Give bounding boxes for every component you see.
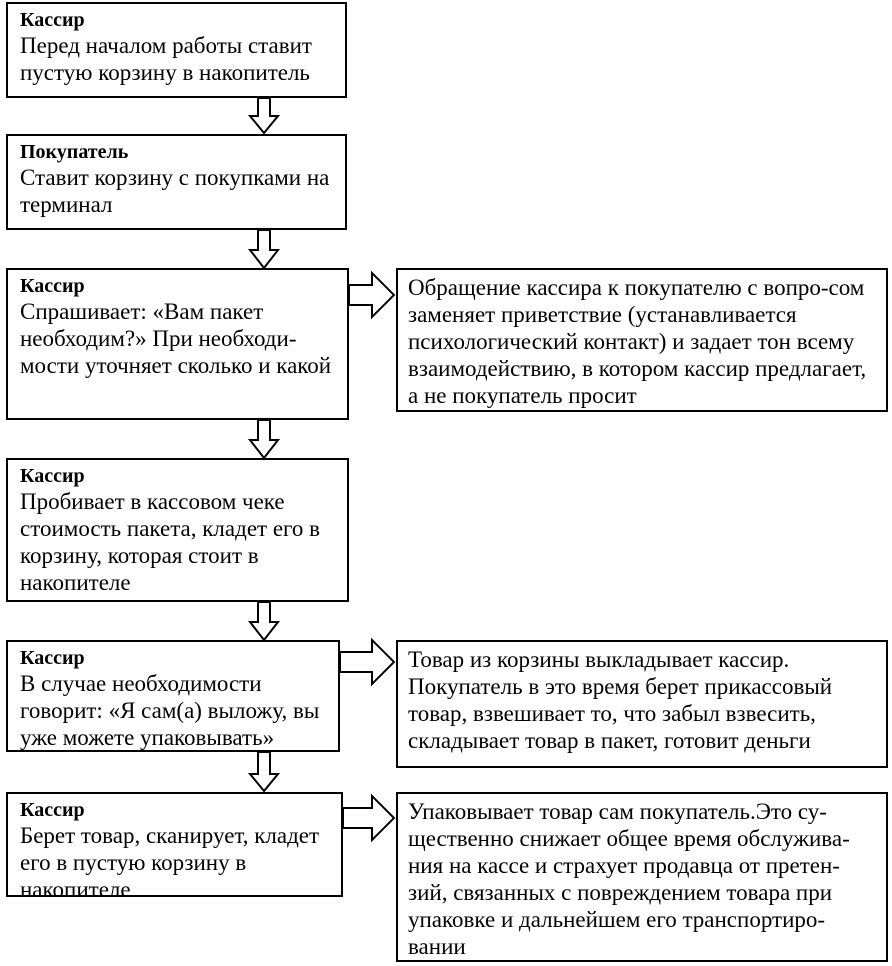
right-arrow-3 (343, 796, 394, 840)
step-3-role: Кассир (20, 275, 85, 297)
step-5-box (6, 640, 340, 752)
step-5-text: В случае необходимости говорит: «Я сам(а) выложу, вы уже можете упаковывать» (20, 671, 320, 750)
step-2-text: Ставит корзину с покупками на терминал (20, 165, 330, 217)
step-3-box (6, 268, 349, 420)
down-arrow-1 (250, 98, 278, 133)
step-4-box (6, 458, 349, 602)
step-1-role: Кассир (20, 9, 85, 31)
step-2-role: Покупатель (20, 141, 129, 163)
step-6-text: Берет товар, сканирует, кладет его в пустую корзину в накопителе (20, 823, 320, 902)
step-6-box (6, 792, 343, 902)
step-1-text: Перед началом работы ставит пустую корзину в накопитель (20, 33, 312, 85)
note-1-box: Обращение кассира к покупателю с вопро-сом заменяет приветствие (устанавливается психологический контакт) и задает тон всему взаимодействию, в котором кассир предлагает, а не покупатель просит (396, 268, 888, 412)
right-arrow-2 (340, 640, 394, 684)
step-3-text: Спрашивает: «Вам пакет необходим?» При необходи-мости уточняет сколько и какой (20, 299, 332, 378)
right-arrow-1 (349, 273, 394, 317)
down-arrow-4 (250, 602, 278, 640)
note-3-box: Упаковывает товар сам покупатель.Это су-щественно снижает общее время обслужива-ния на кассе и страхует продавца от претен-зий, связанных с повреждением товара при упаковке и дальнейшем его транспортиро-вании (396, 792, 888, 962)
step-6-role: Кассир (20, 799, 85, 821)
step-2-box (6, 134, 347, 230)
step-4-role: Кассир (20, 465, 85, 487)
step-4-text: Пробивает в кассовом чеке стоимость пакета, кладет его в корзину, которая стоит в накопителе (20, 489, 321, 595)
step-5-role: Кассир (20, 647, 85, 669)
note-2-box: Товар из корзины выкладывает кассир. Покупатель в это время берет прикассовый товар, взвешивает то, что забыл взвесить, складывает товар в пакет, готовит деньги (396, 640, 888, 768)
down-arrow-5 (250, 752, 278, 791)
down-arrow-2 (250, 230, 278, 268)
step-1-box (6, 2, 347, 98)
down-arrow-3 (250, 420, 278, 458)
